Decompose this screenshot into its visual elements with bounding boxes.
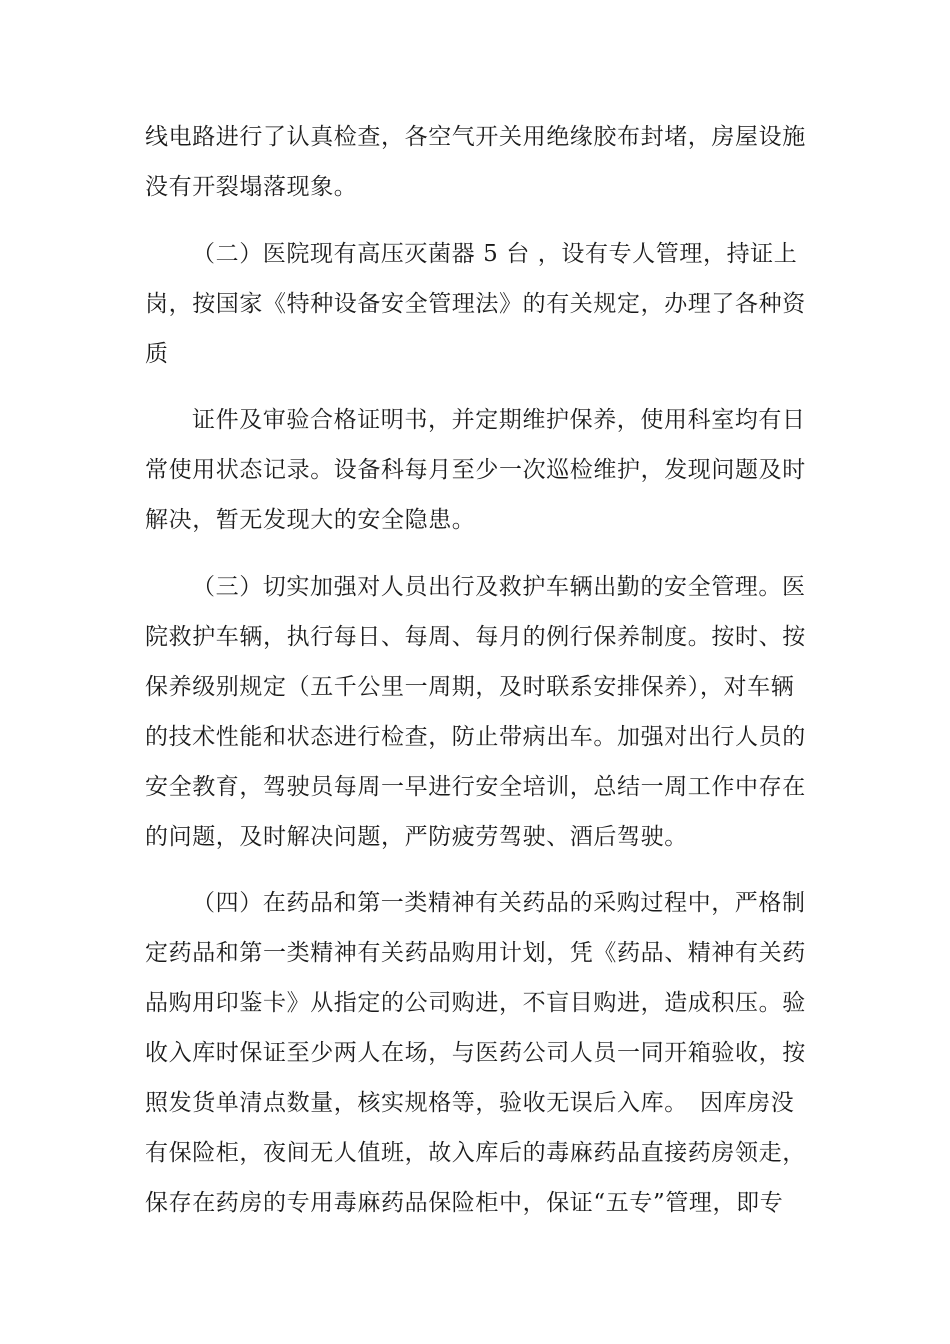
text-line: 收入库时保证至少两人在场，与医药公司人员一同开箱验收，按 bbox=[145, 1040, 806, 1066]
text-line: 有保险柜，夜间无人值班，故入库后的毒麻药品直接药房领走， bbox=[145, 1140, 806, 1166]
paragraph-start-line: 证件及审验合格证明书，并定期维护保养，使用科室均有日 bbox=[192, 407, 806, 433]
text-line: 安全教育，驾驶员每周一早进行安全培训，总结一周工作中存在 bbox=[145, 774, 806, 800]
text-line: 品购用印鉴卡》从指定的公司购进，不盲目购进，造成积压。验 bbox=[145, 990, 806, 1016]
text-line: 常使用状态记录。设备科每月至少一次巡检维护，发现问题及时 bbox=[145, 457, 806, 483]
text-line: 线电路进行了认真检查，各空气开关用绝缘胶布封堵，房屋设施 bbox=[145, 124, 806, 150]
text-line: 保养级别规定（五千公里一周期，及时联系安排保养），对车辆 bbox=[145, 674, 795, 700]
text-line: 保存在药房的专用毒麻药品保险柜中，保证“五专”管理，即专 bbox=[145, 1190, 784, 1216]
paragraph-start-line: （三）切实加强对人员出行及救护车辆出勤的安全管理。医 bbox=[192, 574, 806, 600]
text-line: 的技术性能和状态进行检查，防止带病出车。加强对出行人员的 bbox=[145, 724, 806, 750]
text-line: 的问题，及时解决问题，严防疲劳驾驶、酒后驾驶。 bbox=[145, 824, 688, 850]
text-line: 解决，暂无发现大的安全隐患。 bbox=[145, 507, 476, 533]
text-line: 院救护车辆，执行每日、每周、每月的例行保养制度。按时、按 bbox=[145, 624, 806, 650]
text-line: 岗，按国家《特种设备安全管理法》的有关规定，办理了各种资 bbox=[145, 291, 806, 317]
text-line: 没有开裂塌落现象。 bbox=[145, 174, 358, 200]
paragraph-start-line: （四）在药品和第一类精神有关药品的采购过程中，严格制 bbox=[192, 890, 806, 916]
text-line: 定药品和第一类精神有关药品购用计划，凭《药品、精神有关药 bbox=[145, 940, 806, 966]
text-line: 照发货单清点数量，核实规格等，验收无误后入库。 因库房没 bbox=[145, 1090, 795, 1116]
text-line: 质 bbox=[145, 341, 169, 367]
paragraph-start-line: （二）医院现有高压灭菌器 5 台 ，设有专人管理，持证上 bbox=[192, 241, 798, 267]
